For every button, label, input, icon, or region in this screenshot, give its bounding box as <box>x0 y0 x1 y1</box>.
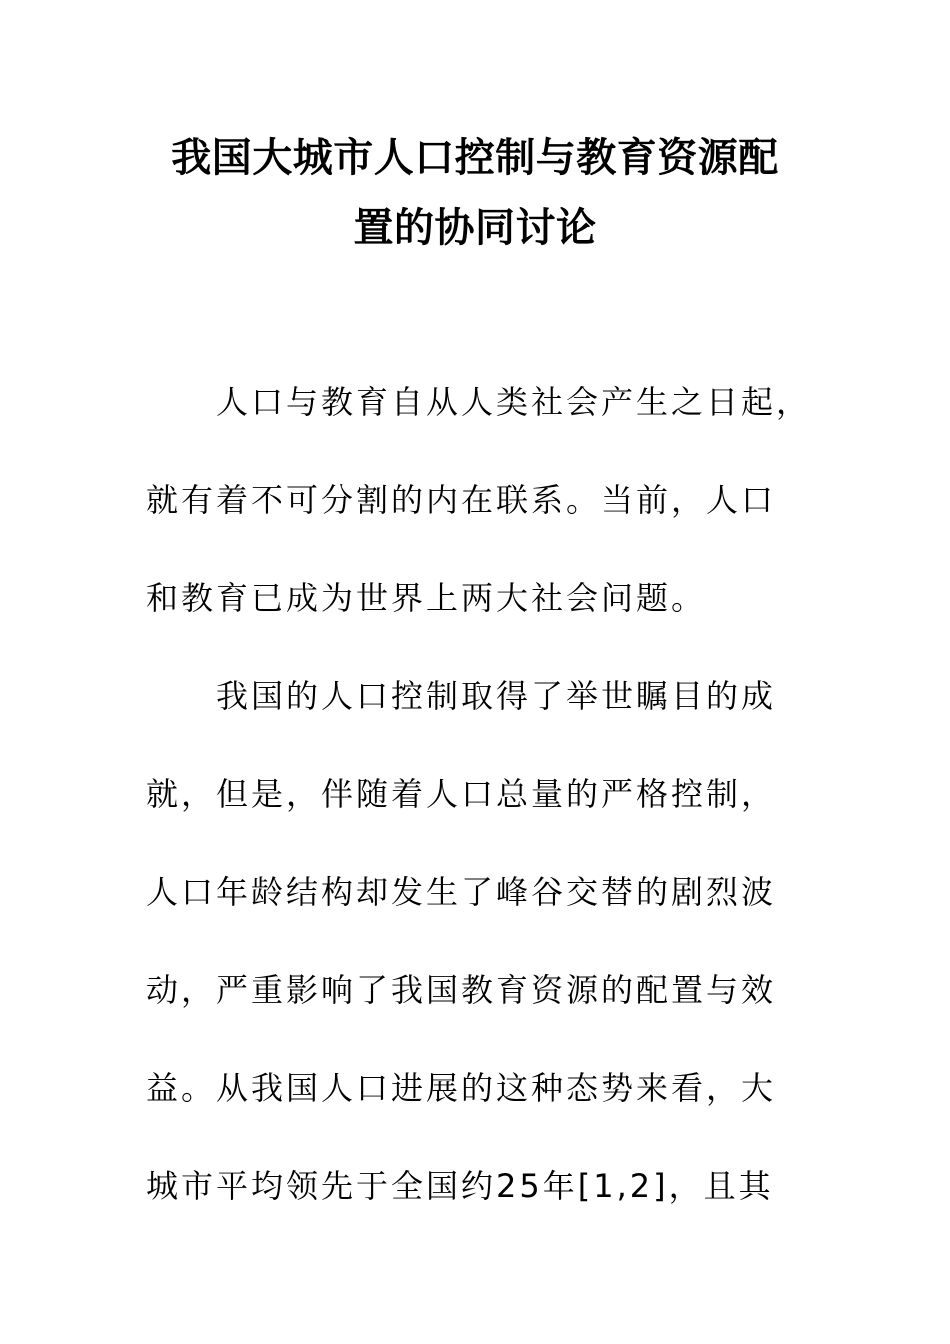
paragraph-2-line-5: 益。从我国人口进展的这种态势来看，大 <box>146 1069 777 1107</box>
paragraph-2-line-4: 动，严重影响了我国教育资源的配置与效 <box>146 971 777 1009</box>
document-title-line-2: 置的协同讨论 <box>353 205 597 251</box>
document-title-line-1: 我国大城市人口控制与教育资源配 <box>171 135 779 181</box>
paragraph-1-line-1: 人口与教育自从人类社会产生之日起， <box>216 383 812 421</box>
paragraph-1-line-3: 和教育已成为世界上两大社会问题。 <box>146 579 707 617</box>
paragraph-2-line-1: 我国的人口控制取得了举世瞩目的成 <box>216 677 777 715</box>
paragraph-2-line-6: 城市平均领先于全国约25年[1,2]，且其 <box>146 1167 774 1205</box>
paragraph-2-line-2: 就，但是，伴随着人口总量的严格控制， <box>146 775 777 813</box>
paragraph-1-line-2: 就有着不可分割的内在联系。当前，人口 <box>146 481 777 519</box>
paragraph-2-line-3: 人口年龄结构却发生了峰谷交替的剧烈波 <box>146 873 777 911</box>
